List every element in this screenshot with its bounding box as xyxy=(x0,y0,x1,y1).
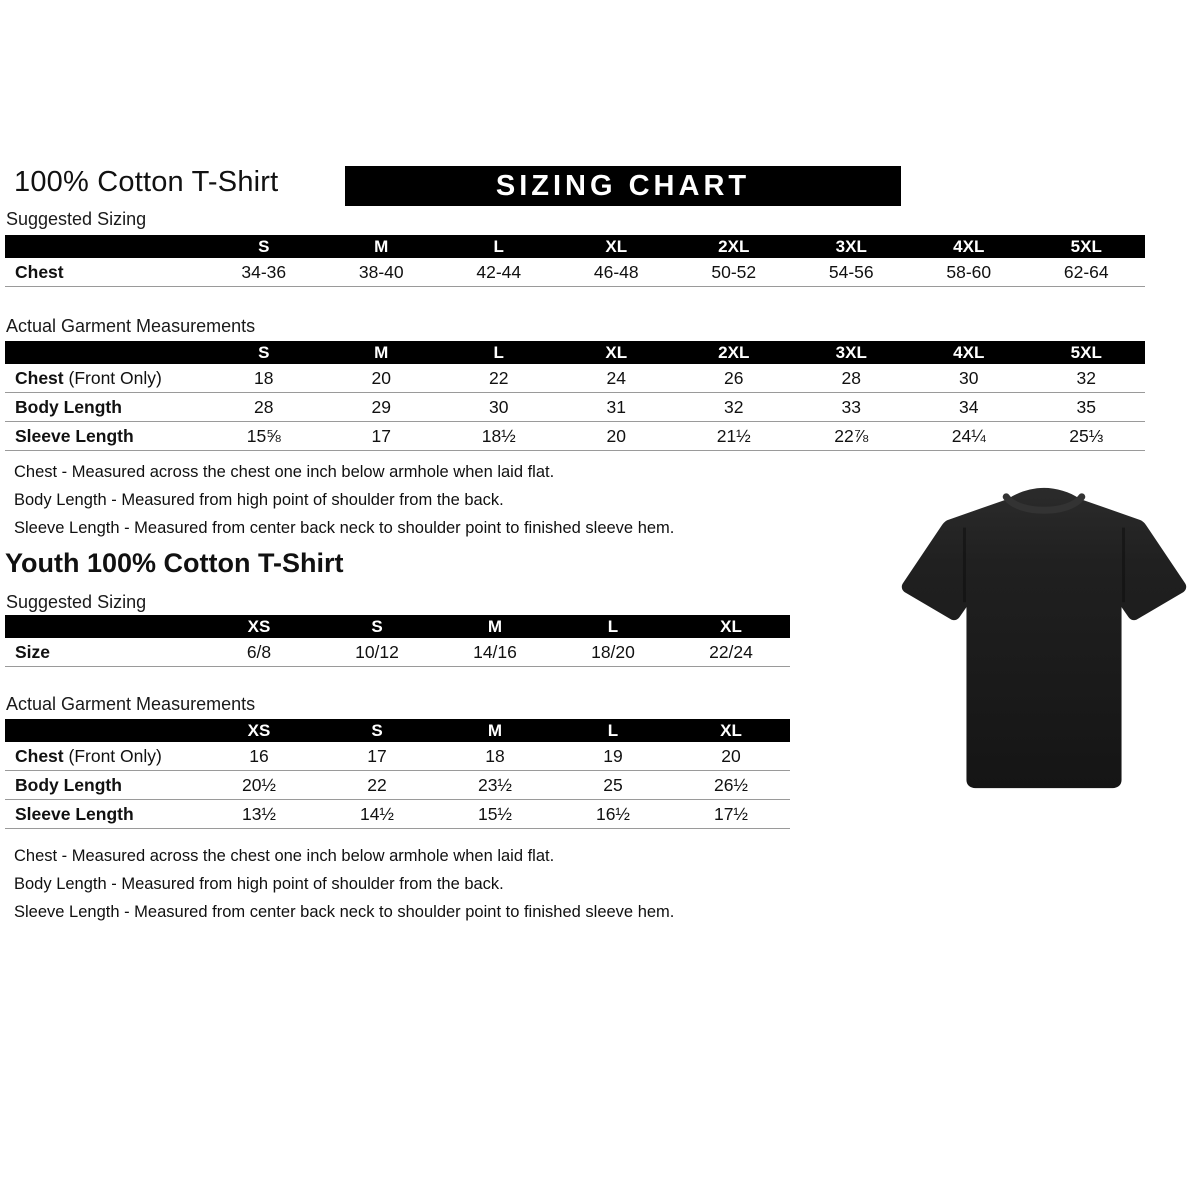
column-header: S xyxy=(371,616,383,636)
cell-value: 20 xyxy=(371,367,391,388)
page-title: 100% Cotton T-Shirt xyxy=(14,166,279,198)
cell-value: 35 xyxy=(1076,396,1096,417)
column-header: 2XL xyxy=(718,236,750,256)
cell-value: 13½ xyxy=(241,803,277,824)
cell-value: 29 xyxy=(371,396,391,417)
cell-value: 18½ xyxy=(481,425,516,446)
row-label: Size xyxy=(15,641,51,662)
cell-value: 18 xyxy=(485,745,505,766)
table-row xyxy=(5,771,790,800)
table-row xyxy=(5,393,1145,422)
sizing-chart-banner: SIZING CHART xyxy=(345,166,901,206)
note-body-length: Body Length - Measured from high point of shoulder from the back. xyxy=(14,491,504,509)
adult-suggested-table xyxy=(5,235,1145,287)
note-body-length: Body Length - Measured from high point of shoulder from the back. xyxy=(14,875,504,893)
cell-value: 16 xyxy=(249,745,269,766)
cell-value: 14½ xyxy=(359,803,395,824)
table-header-row xyxy=(5,719,790,742)
header-label-spacer xyxy=(5,341,205,364)
table-row xyxy=(5,638,790,667)
cell-value: 38-40 xyxy=(358,261,404,282)
cell-value: 58-60 xyxy=(946,261,992,282)
column-header: S xyxy=(258,236,270,256)
cell-value: 31 xyxy=(606,396,626,417)
column-header: XS xyxy=(247,616,271,636)
youth-suggested-label: Suggested Sizing xyxy=(6,592,147,612)
cell-value: 23½ xyxy=(477,774,513,795)
cell-value: 42-44 xyxy=(476,261,522,282)
column-header: XL xyxy=(720,616,742,636)
column-header: 3XL xyxy=(835,236,867,256)
cell-value: 28 xyxy=(841,367,861,388)
cell-value: 22 xyxy=(489,367,509,388)
column-header: XS xyxy=(247,720,271,740)
row-label: Chest xyxy=(15,261,64,282)
column-header: XL xyxy=(605,342,628,362)
table-row xyxy=(5,422,1145,451)
table-row xyxy=(5,800,790,829)
adult-actual-table xyxy=(5,341,1145,451)
cell-value: 19 xyxy=(603,745,623,766)
column-header: L xyxy=(607,616,619,636)
column-header: M xyxy=(487,720,503,740)
column-header: 3XL xyxy=(835,342,867,362)
cell-value: 22/24 xyxy=(709,641,753,662)
note-chest: Chest - Measured across the chest one inch below armhole when laid flat. xyxy=(14,463,555,481)
column-header: S xyxy=(258,342,270,362)
column-header: L xyxy=(493,236,504,256)
youth-actual-label: Actual Garment Measurements xyxy=(6,694,256,714)
cell-value: 16½ xyxy=(595,803,631,824)
column-header: 5XL xyxy=(1070,342,1102,362)
cell-value: 28 xyxy=(254,396,274,417)
row-label: Chest (Front Only) xyxy=(15,745,162,766)
row-label: Body Length xyxy=(15,774,122,795)
column-header: 5XL xyxy=(1070,236,1102,256)
column-header: 4XL xyxy=(953,236,985,256)
cell-value: 18/20 xyxy=(591,641,635,662)
cell-value: 15½ xyxy=(477,803,513,824)
cell-value: 24¼ xyxy=(951,425,986,446)
tshirt-image xyxy=(893,468,1195,806)
header-label-spacer xyxy=(5,235,205,258)
cell-value: 54-56 xyxy=(828,261,874,282)
adult-measurement-notes xyxy=(14,458,674,542)
column-header: XL xyxy=(605,236,628,256)
column-header: 2XL xyxy=(718,342,750,362)
table-header-row xyxy=(5,341,1145,364)
youth-actual-table xyxy=(5,719,790,829)
cell-value: 26 xyxy=(724,367,744,388)
cell-value: 46-48 xyxy=(593,261,639,282)
cell-value: 30 xyxy=(489,396,509,417)
cell-value: 33 xyxy=(841,396,861,417)
cell-value: 26½ xyxy=(713,774,749,795)
cell-value: 32 xyxy=(724,396,744,417)
row-label: Sleeve Length xyxy=(15,425,134,446)
cell-value: 32 xyxy=(1076,367,1096,388)
column-header: L xyxy=(607,720,619,740)
cell-value: 20 xyxy=(721,745,741,766)
youth-title: Youth 100% Cotton T-Shirt xyxy=(5,548,344,578)
cell-value: 50-52 xyxy=(711,261,757,282)
table-row xyxy=(5,258,1145,287)
row-label: Sleeve Length xyxy=(15,803,134,824)
cell-value: 17 xyxy=(367,745,387,766)
cell-value: 10/12 xyxy=(355,641,399,662)
cell-value: 25⅓ xyxy=(1069,425,1104,446)
cell-value: 30 xyxy=(959,367,979,388)
table-header-row xyxy=(5,235,1145,258)
header-label-spacer xyxy=(5,719,200,742)
header-label-spacer xyxy=(5,615,200,638)
cell-value: 14/16 xyxy=(473,641,517,662)
table-row xyxy=(5,742,790,771)
black-tshirt-graphic xyxy=(893,468,1195,806)
cell-value: 62-64 xyxy=(1063,261,1109,282)
adult-actual-label: Actual Garment Measurements xyxy=(6,316,256,336)
cell-value: 18 xyxy=(254,367,274,388)
cell-value: 22⅞ xyxy=(834,425,869,446)
cell-value: 34 xyxy=(959,396,979,417)
adult-suggested-label: Suggested Sizing xyxy=(6,209,147,229)
cell-value: 6/8 xyxy=(246,641,272,662)
column-header: L xyxy=(493,342,504,362)
cell-value: 15⅝ xyxy=(246,425,281,446)
cell-value: 22 xyxy=(367,774,387,795)
row-label: Chest (Front Only) xyxy=(15,367,162,388)
table-header-row xyxy=(5,615,790,638)
note-sleeve-length: Sleeve Length - Measured from center back neck to shoulder point to finished sleeve hem. xyxy=(14,903,675,921)
column-header: 4XL xyxy=(953,342,985,362)
cell-value: 20½ xyxy=(241,774,277,795)
cell-value: 25 xyxy=(603,774,623,795)
youth-suggested-table xyxy=(5,615,790,667)
cell-value: 34-36 xyxy=(241,261,287,282)
column-header: XL xyxy=(720,720,742,740)
column-header: M xyxy=(374,342,389,362)
column-header: M xyxy=(487,616,503,636)
cell-value: 17 xyxy=(371,425,391,446)
note-sleeve-length: Sleeve Length - Measured from center back neck to shoulder point to finished sleeve hem. xyxy=(14,519,675,537)
cell-value: 20 xyxy=(606,425,626,446)
cell-value: 21½ xyxy=(716,425,751,446)
cell-value: 24 xyxy=(606,367,626,388)
table-row xyxy=(5,364,1145,393)
youth-measurement-notes xyxy=(14,842,674,926)
tshirt-body xyxy=(902,488,1186,788)
row-label: Body Length xyxy=(15,396,122,417)
column-header: S xyxy=(371,720,383,740)
column-header: M xyxy=(374,236,389,256)
note-chest: Chest - Measured across the chest one inch below armhole when laid flat. xyxy=(14,847,555,865)
cell-value: 17½ xyxy=(713,803,749,824)
